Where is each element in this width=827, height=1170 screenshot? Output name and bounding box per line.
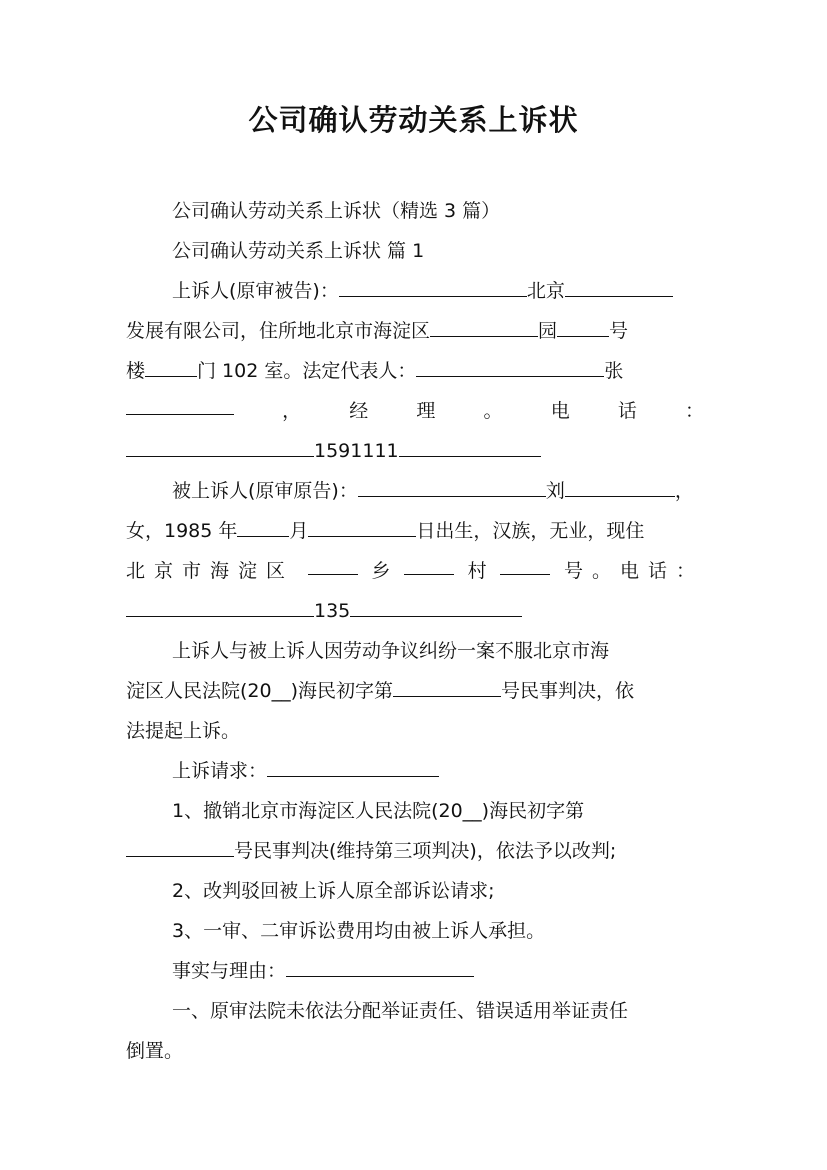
blank xyxy=(145,358,197,377)
appeal-request-heading: 上诉请求： xyxy=(172,756,704,786)
blank xyxy=(308,556,358,575)
appellee-address-line: 北京市海淀区 乡 村 号。电话： xyxy=(126,556,704,586)
facts-paragraph-line: 一、原审法院未依法分配举证责任、错误适用举证责任 xyxy=(172,1000,629,1022)
blank xyxy=(393,678,501,697)
blank xyxy=(565,278,673,297)
blank xyxy=(565,478,675,497)
blank xyxy=(308,518,416,537)
document-title: 公司确认劳动关系上诉状 xyxy=(248,103,579,137)
blank xyxy=(404,556,454,575)
blank xyxy=(126,838,234,857)
blank xyxy=(339,278,527,297)
appellant-line: 上诉人(原审被告)： 北京 xyxy=(172,276,704,306)
blank xyxy=(358,478,546,497)
appellant-address-line: 发展有限公司，住所地北京市海淀区 园 号 xyxy=(126,320,629,342)
appellant-position-line: ， 经 理 。 电 话 ： xyxy=(126,396,704,426)
appellee-line: 被上诉人(原审原告)： 刘 ， xyxy=(172,480,694,502)
facts-heading: 事实与理由： xyxy=(172,956,704,986)
subtitle-line: 公司确认劳动关系上诉状（精选 3 篇） xyxy=(172,200,501,222)
blank xyxy=(430,318,538,337)
request-item-3: 3、一审、二审诉讼费用均由被上诉人承担。 xyxy=(172,920,546,942)
appellee-birth-line: 女，1985 年 月 日出生，汉族，无业，现住 xyxy=(126,520,645,542)
case-paragraph-line: 上诉人与被上诉人因劳动争议纠纷一案不服北京市海 xyxy=(172,640,610,662)
blank xyxy=(500,556,550,575)
blank xyxy=(126,438,314,457)
blank xyxy=(286,958,474,977)
blank xyxy=(126,396,234,415)
blank xyxy=(267,758,439,777)
blank xyxy=(416,358,604,377)
request-item-2: 2、改判驳回被上诉人原全部诉讼请求; xyxy=(172,880,495,902)
request-item-1-cont: 号民事判决(维持第三项判决)，依法予以改判; xyxy=(126,836,704,866)
blank xyxy=(126,598,314,617)
blank xyxy=(557,318,609,337)
appellant-phone-line: 1591111 xyxy=(126,436,704,466)
facts-paragraph-line: 倒置。 xyxy=(126,1040,184,1062)
case-paragraph-line: 淀区人民法院(20__)海民初字第 号民事判决，依 xyxy=(126,680,635,702)
case-paragraph-line: 法提起上诉。 xyxy=(126,720,241,742)
blank xyxy=(350,598,522,617)
request-item-1: 1、撤销北京市海淀区人民法院(20__)海民初字第 xyxy=(172,800,585,822)
appellant-representative-line: 楼 门 102 室。法定代表人： 张 xyxy=(126,360,624,382)
appellant-label: 上诉人(原审被告)： xyxy=(172,280,339,302)
appellee-phone-line: 135 xyxy=(126,596,704,626)
blank xyxy=(237,518,289,537)
blank xyxy=(399,438,541,457)
section-heading: 公司确认劳动关系上诉状 篇 1 xyxy=(172,240,425,262)
